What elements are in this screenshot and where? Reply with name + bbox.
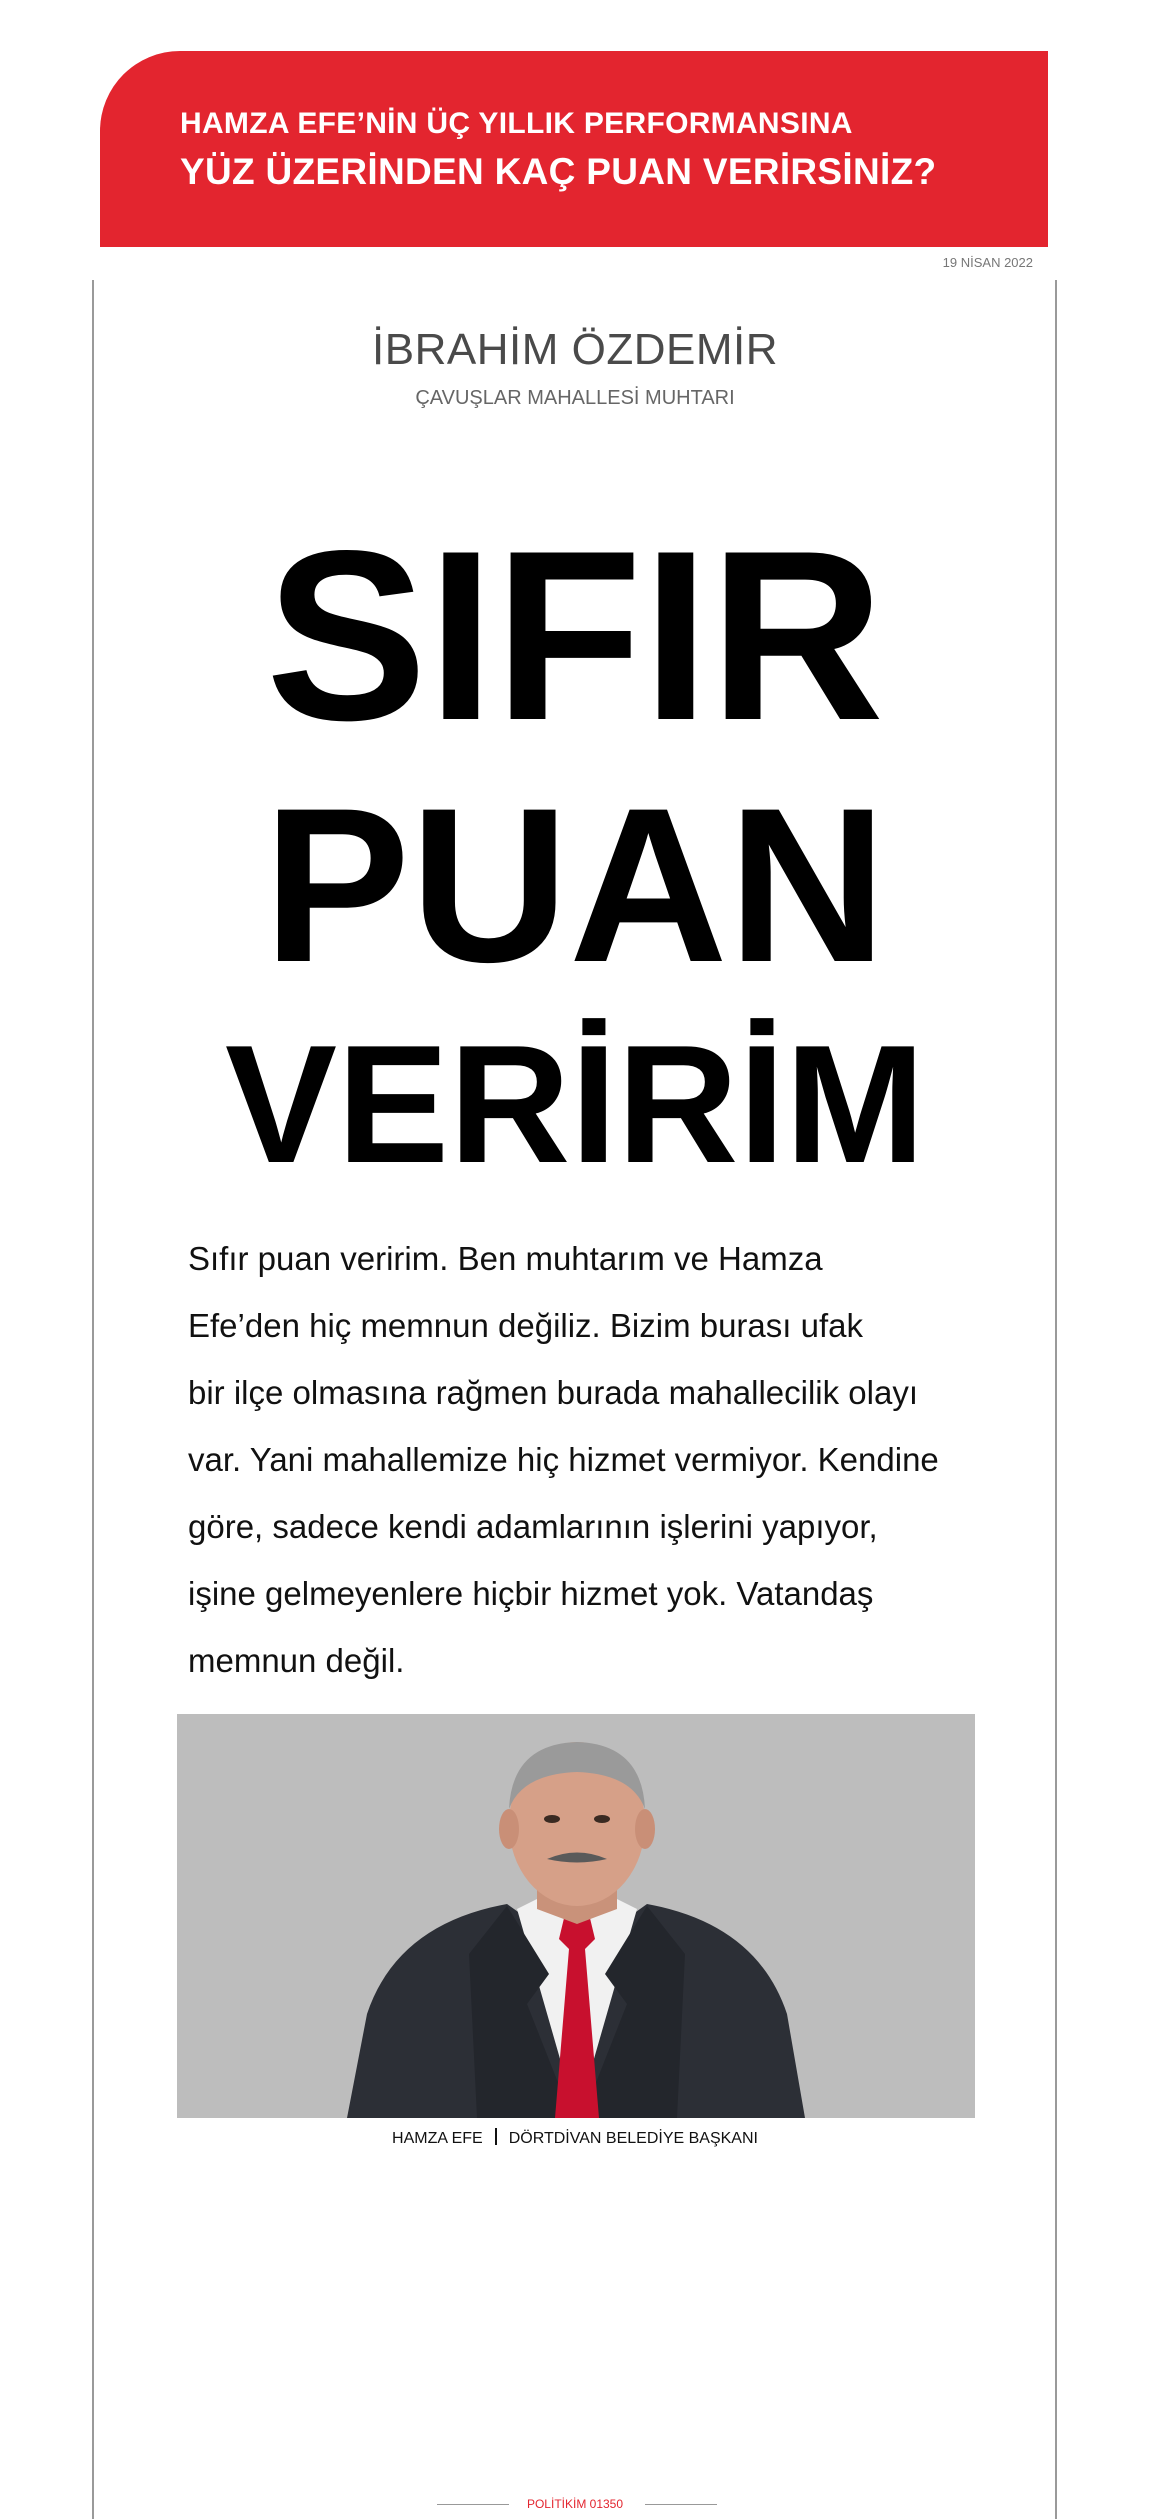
author-role: ÇAVUŞLAR MAHALLESİ MUHTARI [415,387,735,409]
headline-word-1: SIFIR [265,501,885,771]
body-line: bir ilçe olmasına rağmen burada mahallecilik olayı [188,1374,919,1411]
body-line: göre, sadece kendi adamlarının işlerini yapıyor, [188,1508,878,1545]
body-line: Sıfır puan veririm. Ben muhtarım ve Hamza [188,1240,823,1277]
publish-date: 19 NİSAN 2022 [942,255,1033,270]
headline-word-3: VERİRİM [224,1010,926,1198]
article-body [188,1225,968,1694]
caption-title: DÖRTDİVAN BELEDİYE BAŞKANI [508,2130,758,2147]
photo-caption [0,2128,1150,2148]
mayor-portrait-photo [177,1714,975,2118]
headline-word-2: PUAN [263,762,887,1008]
body-line: Efe’den hiç memnun değiliz. Bizim burası ufak [188,1307,863,1344]
banner-question-line-1: HAMZA EFE’NİN ÜÇ YILLIK PERFORMANSINA [180,107,853,140]
caption-name: HAMZA EFE [392,2130,483,2147]
footer-page-label: POLİTİKİM 01350 [526,2497,624,2511]
portrait-illustration [177,1714,975,2118]
body-line: memnun değil. [188,1642,405,1679]
banner-question-line-2: YÜZ ÜZERİNDEN KAÇ PUAN VERİRSİNİZ? [180,151,937,192]
body-line: işine gelmeyenlere hiçbir hizmet yok. Vatandaş [188,1575,874,1612]
author-name: İBRAHİM ÖZDEMİR [372,325,778,374]
body-line: var. Yani mahallemize hiç hizmet vermiyor. Kendine [188,1441,939,1478]
headline-banner [100,51,1048,247]
caption-separator [495,2128,497,2145]
